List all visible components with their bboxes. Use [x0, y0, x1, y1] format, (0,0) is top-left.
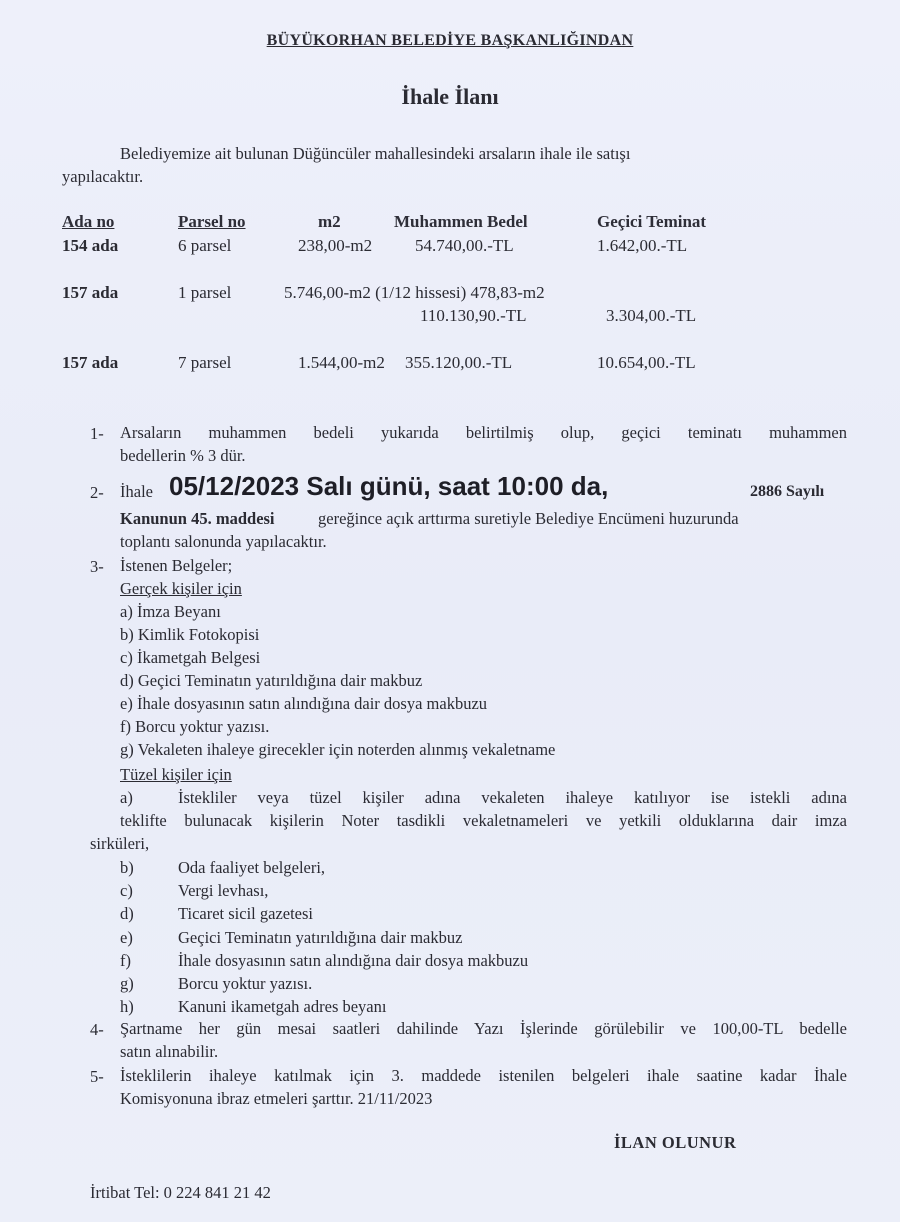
- gercek-item: g) Vekaleten ihaleye girecekler için noterden alınmış vekaletname: [120, 740, 556, 759]
- item-4-line-1: Şartname her gün mesai saatleri dahilinde Yazı İşlerinde görülebilir ve 100,00-TL bedelle: [120, 1019, 847, 1038]
- tuzel-item-letter: c): [120, 881, 133, 900]
- table-cell-teminat: 10.654,00.-TL: [597, 353, 696, 372]
- intro-line-1: Belediyemize ait bulunan Düğüncüler mahallesindeki arsaların ihale ile satışı: [120, 144, 631, 163]
- tuzel-item-letter: a): [120, 788, 133, 807]
- contact-phone: İrtibat Tel: 0 224 841 21 42: [90, 1183, 271, 1202]
- table-cell-parsel: 6 parsel: [178, 236, 232, 255]
- table-cell-bedel: 54.740,00.-TL: [415, 236, 514, 255]
- gercek-item: f) Borcu yoktur yazısı.: [120, 717, 270, 736]
- tuzel-item-letter: b): [120, 858, 134, 877]
- table-cell-parsel: 7 parsel: [178, 353, 232, 372]
- item-1-line-1: Arsaların muhammen bedeli yukarıda belirtilmiş olup, geçici teminatı muhammen: [120, 423, 847, 442]
- gercek-item: a) İmza Beyanı: [120, 602, 221, 621]
- table-cell-ada: 157 ada: [62, 353, 119, 372]
- item-number: 2-: [90, 483, 104, 502]
- tuzel-item: Oda faaliyet belgeleri,: [178, 858, 326, 877]
- tuzel-item-a-line-3: sirküleri,: [90, 834, 150, 853]
- table-cell-bedel: 110.130,90.-TL: [420, 306, 527, 325]
- tuzel-item-a-line-1: İstekliler veya tüzel kişiler adına vekaleten ihaleye katılıyor ise istekli adına: [178, 788, 847, 807]
- tuzel-item: Borcu yoktur yazısı.: [178, 974, 313, 993]
- ilan-olunur: İLAN OLUNUR: [614, 1133, 737, 1152]
- table-cell-m2: 1.544,00-m2: [298, 353, 385, 372]
- item-1-line-2: bedellerin % 3 dür.: [120, 446, 246, 465]
- gercek-kisiler-title: Gerçek kişiler için: [120, 579, 242, 598]
- tuzel-item-letter: e): [120, 928, 133, 947]
- table-header-bedel: Muhammen Bedel: [394, 212, 528, 231]
- tuzel-item-letter: d): [120, 904, 134, 923]
- tuzel-item: Geçici Teminatın yatırıldığına dair makbuz: [178, 928, 463, 947]
- tuzel-item-letter: g): [120, 974, 134, 993]
- gercek-item: d) Geçici Teminatın yatırıldığına dair makbuz: [120, 671, 423, 690]
- table-cell-parsel: 1 parsel: [178, 283, 232, 302]
- table-header-parsel: Parsel no: [178, 212, 246, 231]
- item-number: 4-: [90, 1020, 104, 1039]
- item-number: 1-: [90, 424, 104, 443]
- tuzel-item-letter: h): [120, 997, 134, 1016]
- page-title: İhale İlanı: [401, 84, 499, 109]
- gercek-item: b) Kimlik Fotokopisi: [120, 625, 260, 644]
- item-number: 5-: [90, 1067, 104, 1086]
- item-5-line-2: Komisyonuna ibraz etmeleri şarttır. 21/11/2023: [120, 1089, 433, 1108]
- table-cell-m2: 5.746,00-m2 (1/12 hissesi) 478,83-m2: [284, 283, 545, 302]
- tuzel-item: Kanuni ikametgah adres beyanı: [178, 997, 387, 1016]
- table-cell-m2: 238,00-m2: [298, 236, 373, 255]
- item-2-pre: İhale: [120, 482, 153, 501]
- item-3-title: İstenen Belgeler;: [120, 556, 233, 575]
- item-2-line-3: toplantı salonunda yapılacaktır.: [120, 532, 327, 551]
- table-header-teminat: Geçici Teminat: [597, 212, 707, 231]
- item-number: 3-: [90, 557, 104, 576]
- item-5-line-1: İsteklilerin ihaleye katılmak için 3. maddede istenilen belgeleri ihale saatine kadar İhale: [120, 1066, 847, 1085]
- tuzel-item: Ticaret sicil gazetesi: [178, 904, 314, 923]
- gercek-item: e) İhale dosyasının satın alındığına dair dosya makbuzu: [120, 694, 488, 713]
- gercek-item: c) İkametgah Belgesi: [120, 648, 261, 667]
- tuzel-item: İhale dosyasının satın alındığına dair dosya makbuzu: [178, 951, 529, 970]
- tuzel-item-letter: f): [120, 951, 131, 970]
- tender-date-time: 05/12/2023 Salı günü, saat 10:00 da,: [169, 471, 609, 501]
- item-2-line-2: gereğince açık arttırma suretiyle Belediye Encümeni huzurunda: [318, 509, 739, 528]
- item-2-law-number: 2886 Sayılı: [750, 483, 825, 500]
- table-header-m2: m2: [318, 212, 341, 231]
- intro-line-2: yapılacaktır.: [62, 167, 144, 186]
- item-2-law: Kanunun 45. maddesi: [120, 509, 275, 528]
- table-cell-teminat: 3.304,00.-TL: [606, 306, 697, 325]
- table-cell-ada: 154 ada: [62, 236, 119, 255]
- table-cell-ada: 157 ada: [62, 283, 119, 302]
- tuzel-item: Vergi levhası,: [178, 881, 269, 900]
- tuzel-kisiler-title: Tüzel kişiler için: [120, 765, 232, 784]
- tuzel-item-a-line-2: teklifte bulunacak kişilerin Noter tasdikli vekaletnameleri ve yetkili olduklarına dair imza: [120, 811, 847, 830]
- table-cell-teminat: 1.642,00.-TL: [597, 236, 688, 255]
- table-cell-bedel: 355.120,00.-TL: [405, 353, 513, 372]
- item-4-line-2: satın alınabilir.: [120, 1042, 219, 1061]
- table-header-ada: Ada no: [62, 212, 115, 231]
- header-title: BÜYÜKORHAN BELEDİYE BAŞKANLIĞINDAN: [266, 32, 634, 49]
